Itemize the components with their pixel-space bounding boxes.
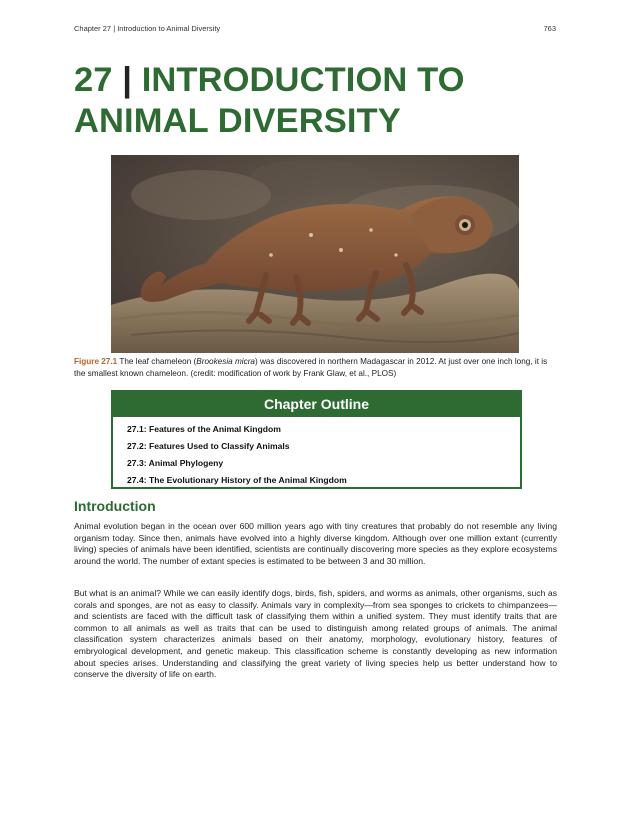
outline-item-27-1[interactable]: 27.1: Features of the Animal Kingdom: [127, 424, 281, 434]
intro-paragraph-2: But what is an animal? While we can easily identify dogs, birds, fish, spiders, and worms as animals, other organisms, such as corals and sponges, are not as easy to classify. Animals vary in complexity—from sea sponges to crickets to chimpanzees—and scientists are faced with the difficult task of classifying them within a unified system. They must identify traits that are common to all animals as well as traits that can be used to distinguish among related groups of animals. The animal classification system characterizes animals based on their anatomy, morphology, evolutionary history, features of embryological development, and genetic makeup. This classification scheme is constantly developing as new information about species arises. Understanding and classifying the great variety of living species help us better understand how to conserve the diversity of life on earth.: [74, 588, 557, 680]
chapter-outline-box: [111, 390, 522, 489]
running-header-chapter: Chapter 27 | Introduction to Animal Diversity: [74, 24, 221, 33]
species-name: Brookesia micra: [196, 357, 255, 366]
outline-item-27-4[interactable]: 27.4: The Evolutionary History of the Animal Kingdom: [127, 475, 347, 485]
chameleon-illustration: [111, 155, 519, 353]
chapter-number: 27: [74, 61, 113, 99]
caption-text-start: The leaf chameleon (: [117, 357, 197, 366]
intro-paragraph-1: Animal evolution began in the ocean over 600 million years ago with tiny creatures that probably do not resemble any living organism today. Since then, animals have evolved into a highly diverse kingdom. Although over one million extant (currently living) species of animals have been identified, scientists are continually discovering more species as they explore ecosystems around the world. The number of extant species is estimated to be between 3 and 30 million.: [74, 521, 557, 566]
chapter-title: [74, 60, 564, 142]
outline-item-27-2[interactable]: 27.2: Features Used to Classify Animals: [127, 441, 290, 451]
figure-caption: [74, 356, 557, 379]
chapter-title-text: INTRODUCTION TO ANIMAL DIVERSITY: [74, 61, 465, 140]
chameleon-photo: [111, 155, 519, 353]
page-number: 763: [543, 24, 556, 33]
outline-item-27-3[interactable]: 27.3: Animal Phylogeny: [127, 458, 224, 468]
title-separator: |: [122, 61, 133, 99]
section-heading-introduction: Introduction: [74, 498, 156, 514]
chapter-outline-heading: Chapter Outline: [113, 392, 520, 417]
figure-label: Figure 27.1: [74, 357, 118, 366]
caption-text-end: ) was discovered in northern Madagascar in 2012. At just over one inch long, it is the smallest known chameleon. (credit: modification of work by Frank Glaw, et al., PLOS): [74, 357, 548, 378]
chapter-outline-list: [113, 417, 520, 489]
